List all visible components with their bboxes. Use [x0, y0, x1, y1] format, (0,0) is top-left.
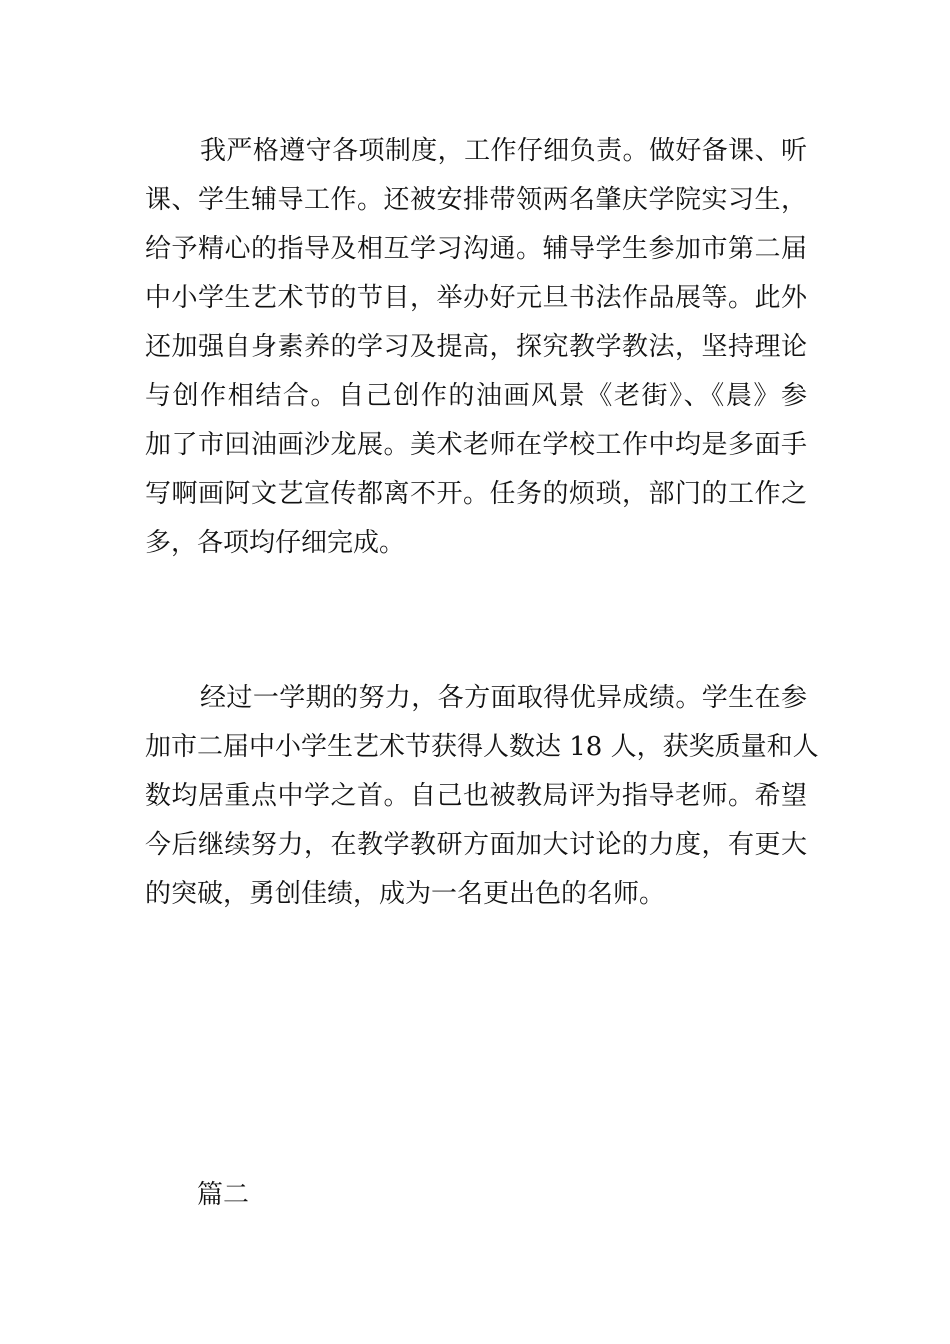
paragraph-line: 数均居重点中学之首。自己也被教局评为指导老师。希望 [145, 781, 807, 811]
paragraph-line: 今后继续努力，在教学教研方面加大讨论的力度，有更大 [145, 830, 807, 860]
paragraph-line: 写啊画阿文艺宣传都离不开。任务的烦琐，部门的工作之 [145, 479, 807, 509]
paragraph-line: 的突破，勇创佳绩，成为一名更出色的名师。 [145, 879, 666, 909]
paragraph-line: 加市二届中小学生艺术节获得人数达 18 人，获奖质量和人 [145, 732, 819, 762]
paragraph-line: 给予精心的指导及相互学习沟通。辅导学生参加市第二届 [145, 234, 807, 264]
paragraph-line: 多，各项均仔细完成。 [145, 528, 406, 558]
paragraph-line: 加了市回油画沙龙展。美术老师在学校工作中均是多面手 [145, 430, 807, 460]
paragraph-line: 经过一学期的努力，各方面取得优异成绩。学生在参 [200, 683, 807, 713]
paragraph-line: 我严格遵守各项制度，工作仔细负责。做好备课、听 [200, 136, 807, 166]
paragraph-line: 与创作相结合。自己创作的油画风景《老街》、《晨》参 [145, 381, 807, 411]
paragraph-line: 还加强自身素养的学习及提高，探究教学教法，坚持理论 [145, 332, 807, 362]
paragraph-line: 中小学生艺术节的节目，举办好元旦书法作品展等。此外 [145, 283, 807, 313]
section-heading: 篇二 [197, 1180, 250, 1210]
paragraph-line: 课、学生辅导工作。还被安排带领两名肇庆学院实习生， [145, 185, 807, 215]
